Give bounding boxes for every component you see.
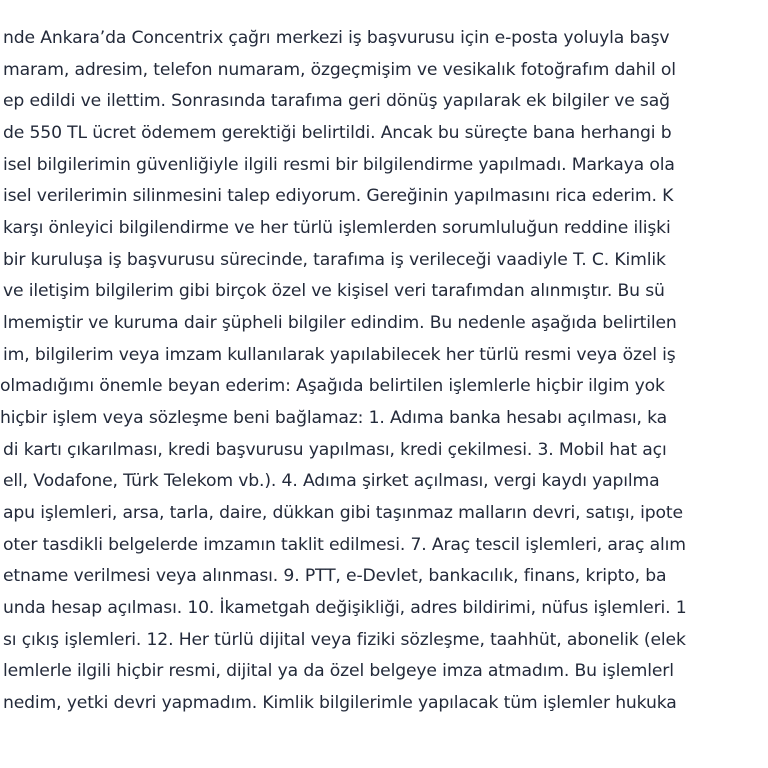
text-line-19: unda hesap açılması. 10. İkametgah değişikliği, adres bildirimi, nüfus işlemleri. 1 [3,598,687,618]
text-line-9: ve iletişim bilgilerim gibi birçok özel ve kişisel veri tarafımdan alınmıştır. Bu sü [3,281,665,301]
text-line-18: etname verilmesi veya alınması. 9. PTT, e-Devlet, bankacılık, finans, kripto, ba [3,566,667,586]
text-line-1: nde Ankara’da Concentrix çağrı merkezi iş başvurusu için e-posta yoluyla başv [3,28,670,48]
text-line-20: sı çıkış işlemleri. 12. Her türlü dijital veya fiziki sözleşme, taahhüt, abonelik (elek [3,630,686,650]
text-line-14: di kartı çıkarılması, kredi başvurusu yapılması, kredi çekilmesi. 3. Mobil hat açı [3,440,667,460]
text-line-4: de 550 TL ücret ödemem gerektiği belirtildi. Ancak bu süreçte bana herhangi b [3,123,672,143]
text-line-2: maram, adresim, telefon numaram, özgeçmişim ve vesikalık fotoğrafım dahil ol [3,60,676,80]
text-line-15: ell, Vodafone, Türk Telekom vb.). 4. Adıma şirket açılması, vergi kaydı yapılma [3,471,660,491]
text-line-6: isel verilerimin silinmesini talep ediyorum. Gereğinin yapılmasını rica ederim. K [3,186,674,206]
text-line-13: hiçbir işlem veya sözleşme beni bağlamaz: 1. Adıma banka hesabı açılması, ka [0,408,668,428]
text-line-3: ep edildi ve ilettim. Sonrasında tarafıma geri dönüş yapılarak ek bilgiler ve sağ [3,91,670,111]
text-line-5: isel bilgilerimin güvenliğiyle ilgili resmi bir bilgilendirme yapılmadı. Markaya ola [3,155,675,175]
text-line-7: karşı önleyici bilgilendirme ve her türlü işlemlerden sorumluluğun reddine ilişki [3,218,671,238]
text-line-10: lmemiştir ve kuruma dair şüpheli bilgiler edindim. Bu nedenle aşağıda belirtilen [3,313,677,333]
text-line-8: bir kuruluşa iş başvurusu sürecinde, tarafıma iş verileceği vaadiyle T. C. Kimlik [3,250,666,270]
text-line-17: oter tasdikli belgelerde imzamın taklit edilmesi. 7. Araç tescil işlemleri, araç alım [3,535,686,555]
text-line-11: im, bilgilerim veya imzam kullanılarak yapılabilecek her türlü resmi veya özel iş [3,345,676,365]
text-line-21: lemlerle ilgili hiçbir resmi, dijital ya da özel belgeye imza atmadım. Bu işlemlerl [3,661,674,681]
text-line-12: olmadığımı önemle beyan ederim: Aşağıda belirtilen işlemlerle hiçbir ilgim yok [0,376,665,396]
text-line-16: apu işlemleri, arsa, tarla, daire, dükkan gibi taşınmaz malların devri, satışı, ipote [3,503,683,523]
text-line-22: nedim, yetki devri yapmadım. Kimlik bilgilerimle yapılacak tüm işlemler hukuka [3,693,677,713]
